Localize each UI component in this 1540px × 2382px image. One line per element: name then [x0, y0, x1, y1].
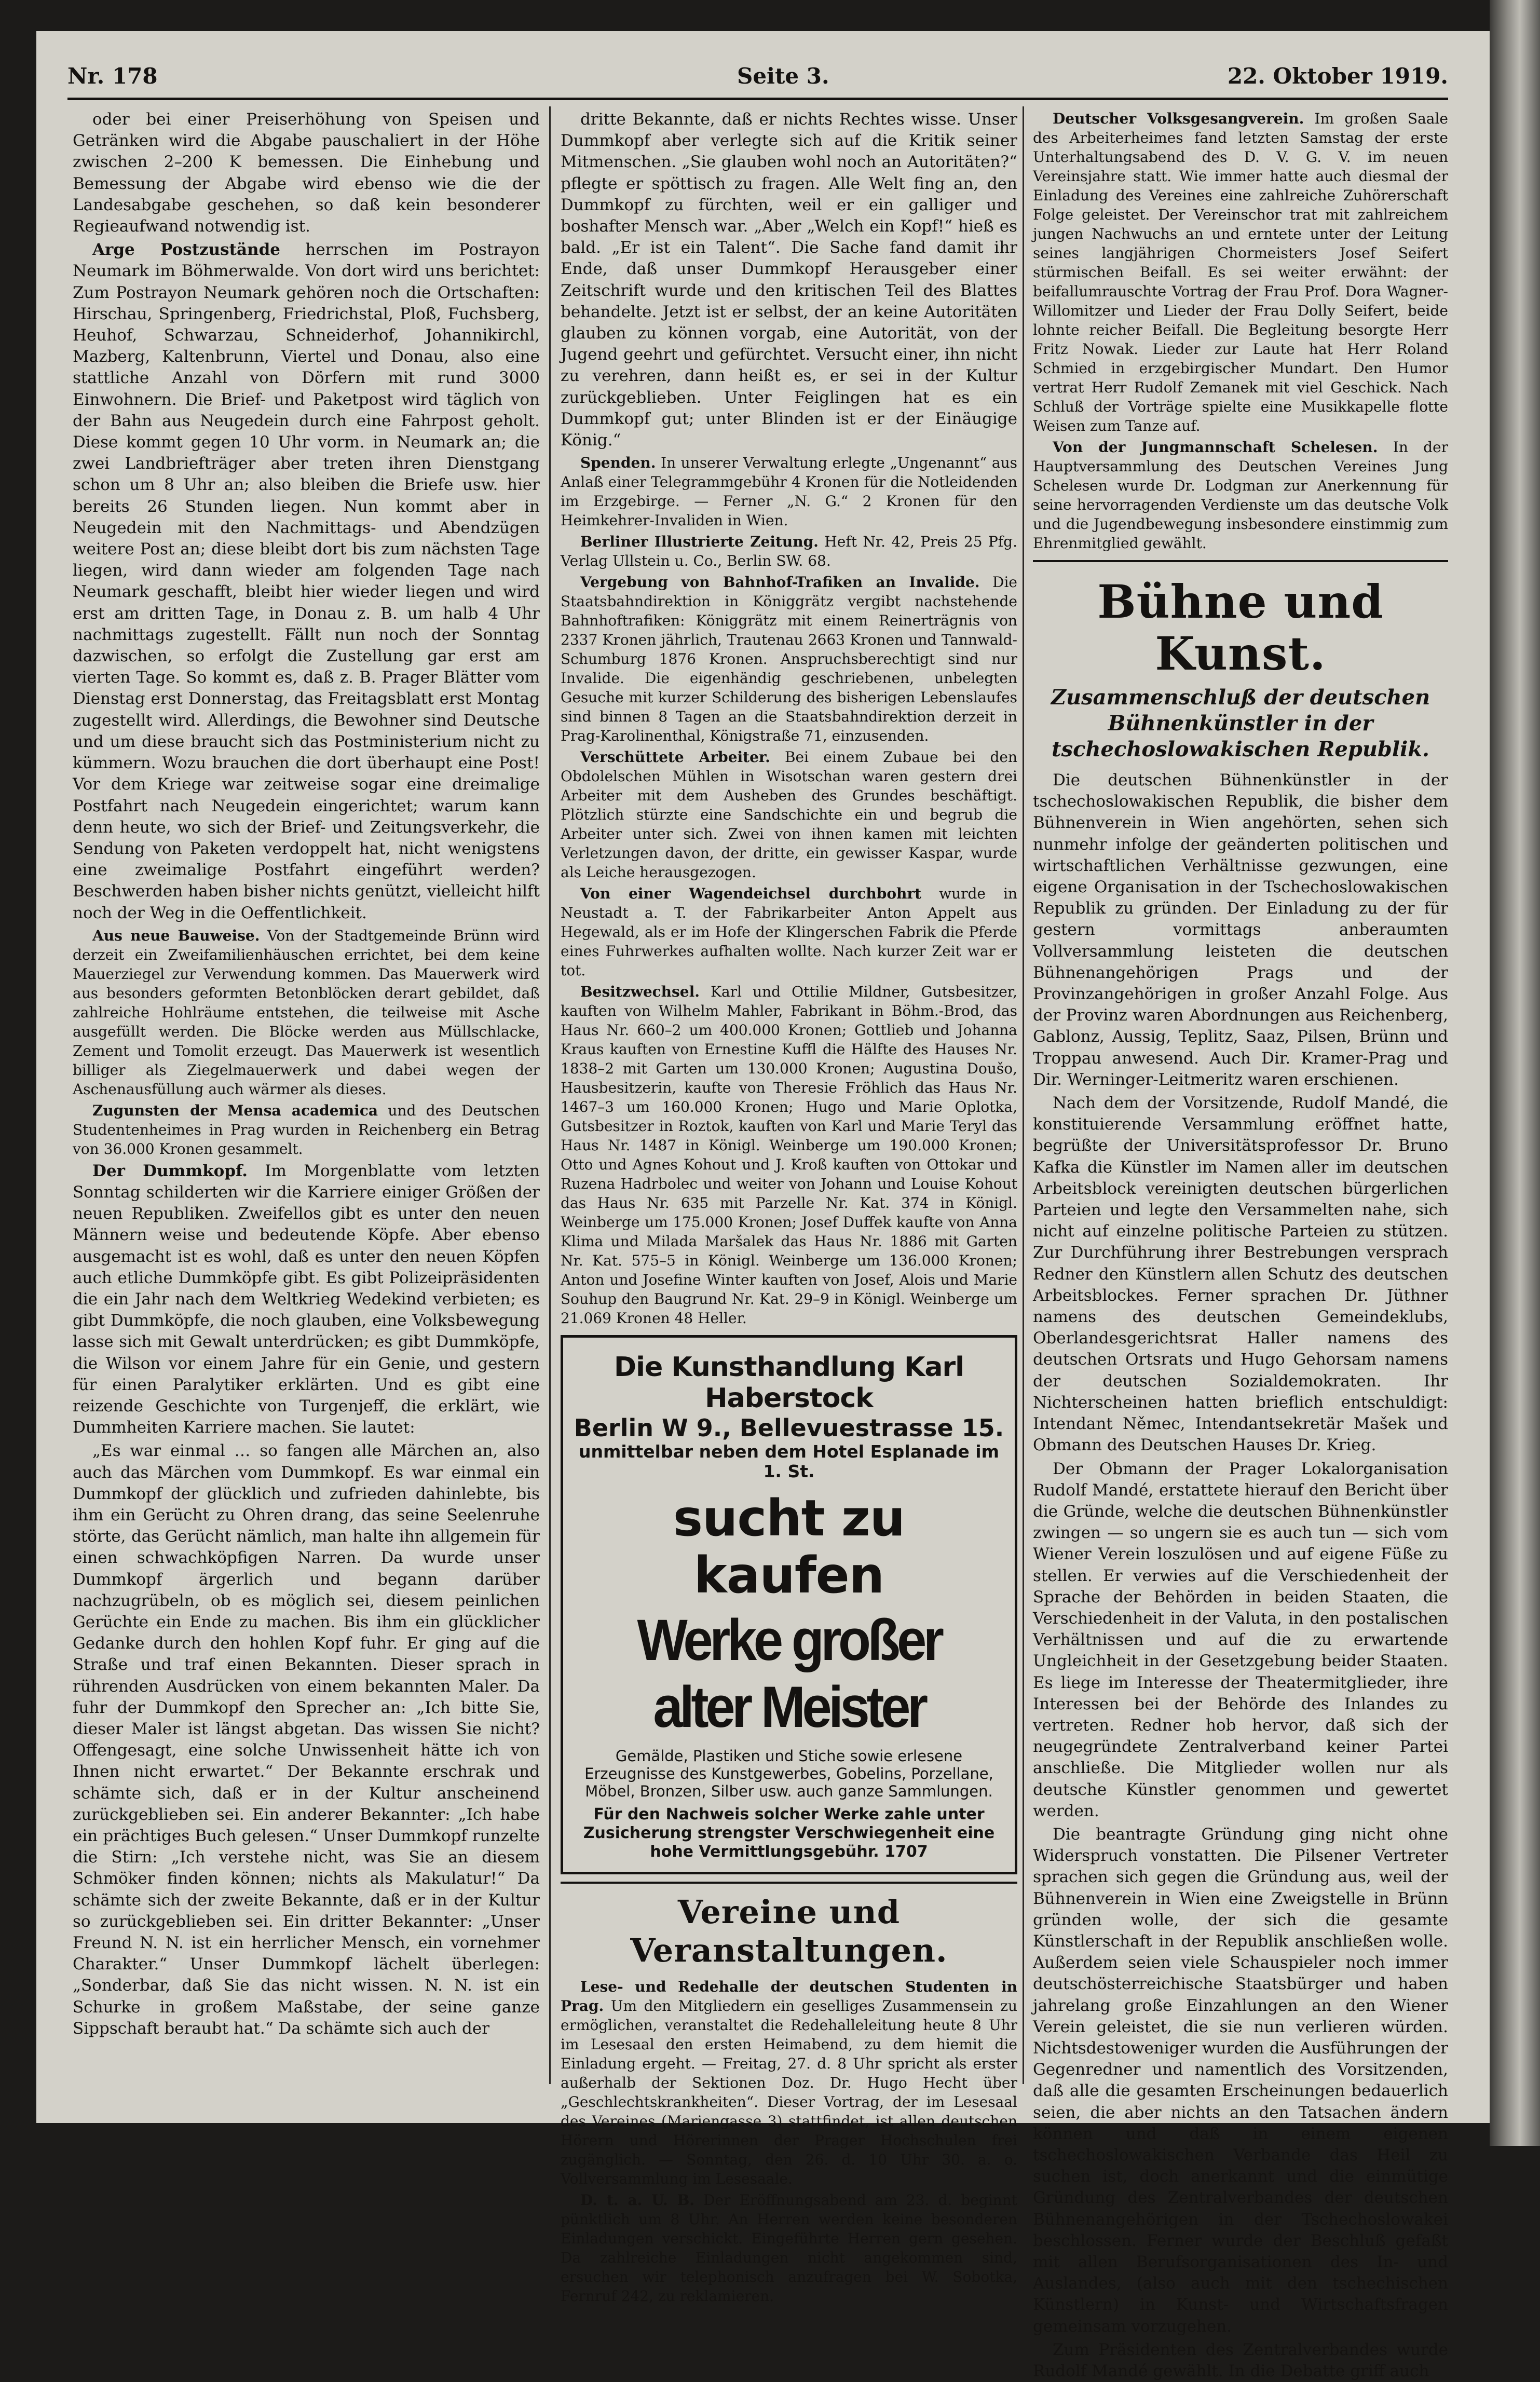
article-mensa: Zugunsten der Mensa academica und des Deutschen Studentenheimes in Prag wurden in Reichenberg ein Betrag von 36.000 Kronen gesammelt. — [73, 1101, 540, 1158]
article-paragraph: oder bei einer Preiserhöhung von Speisen und Getränken wird die Abgabe pauschaliert in der Höhe zwischen 2–200 K bemessen. Die Einhebung und Bemessung der Abgabe wird ebenso wie die der Landesabgabe geschehen, so daß kein besonderer Regieaufwand notwendig ist. — [73, 110, 540, 236]
article-heading: Berliner Illustrierte Zeitung. — [580, 533, 819, 551]
ad-code: 1707 — [884, 1842, 928, 1861]
article-spenden: Spenden. In unserer Verwaltung erlegte „Ungenannt“ aus Anlaß einer Telegrammgebühr 4 Kronen für die Notleidenden im Erzgebirge. — Ferner „N. G.“ 2 Kronen für den Heimkehrer-Invaliden in Wien. — [561, 454, 1018, 529]
article-heading: Spenden. — [580, 454, 656, 472]
article-postzustaende: Arge Postzustände herrschen im Postrayon Neumark im Böhmerwalde. Von dort wird uns berichtet: Zum Postrayon Neumark gehören noch die Ortschaften: Hirschau, Springenberg, Friedrichstal, Ploß, Fuchsberg, Heuhof, Schwarzau, Schneiderhof, Johannikirchl, Mazberg, Kaltenbrunn, Viertel und Donau, also eine stattliche Anzahl von Dörfern mit rund 3000 Einwohnern. Die Brief- und Paketpost wird täglich von der Bahn aus Neugedein durch eine Fahrpost geholt. Diese kommt gegen 10 Uhr vorm. in Neumark an; die zwei Landbriefträger aber treten ihren Dienstgang schon um 8 Uhr an; also bleiben die Briefe usw. hier bereits 26 Stunden liegen. Nun kommt aber in Neugedein mit den Nachmittags- und Abendzügen weitere Post an; diese bleibt dort bis zum nächsten Tage liegen, wird dann wieder am folgenden Tage nach Neumark geschafft, bleibt hier wieder liegen und wird erst am dritten Tage, in Donau z. B. um halb 4 Uhr nachmittags zugestellt. Fällt nun noch der Sonntag dazwischen, so erfolgt die Zustellung gar erst am vierten Tage. So kommt es, daß z. B. Prager Blätter vom Dienstag erst Donnerstag, das Freitagsblatt erst Montag zugestellt wird. Allerdings, die Bewohner sind Deutsche und um diese braucht sich das Postministerium nicht zu kümmern. Wozu brauchen die dort überhaupt eine Post! Vor dem Kriege war zeitweise sogar eine dreimalige Postfahrt nach Neugedein eingerichtet; warum kann denn heute, wo sich der Brief- und Zeitungsverkehr, die Sendung von Paketen verdoppelt hat, nicht wenigstens eine zweimalige Postfahrt eingeführt werden? Beschwerden haben bisher nichts genützt, vielleicht hilft noch der Weg in die Oeffentlichkeit. — [73, 240, 540, 922]
section-rule — [1033, 560, 1448, 562]
article-heading: D. t. a. U. B. — [580, 2191, 695, 2209]
article-heading: Besitzwechsel. — [580, 983, 700, 1001]
article-berliner-illustrierte: Berliner Illustrierte Zeitung. Heft Nr. 42, Preis 25 Pfg. Verlag Ullstein u. Co., Berlin SW. 68. — [561, 533, 1017, 570]
article-heading: Der Dummkopf. — [92, 1161, 248, 1180]
article-paragraph: Der Obmann der Prager Lokalorganisation Rudolf Mandé, erstattete hierauf den Bericht über die Gründe, welche die deutschen Bühnenkünstler zwingen — so ungern sie es auch tun — sich vom Wiener Verein loszulösen und auf eigene Füße zu stellen. Er verwies auf die Verschiedenheit der Sprache der Behörden in beiden Staaten, die Verschiedenheit in der Valuta, in den postalischen Verhältnissen und auf die zu erwartende Ungleichheit in der Gesetzgebung beider Staaten. Es liege im Interesse der Theatermitglieder, ihre Interessen bei der Behörde des Inlandes zu vertreten. Redner hob hervor, daß sich der neugegründete Zentralverband keiner Partei anschließe. Die Mitglieder wollen nur als deutsche Künstler genommen und gewertet werden. — [1033, 1459, 1448, 1820]
header-rule — [67, 98, 1448, 100]
article-heading: Arge Postzustände — [92, 240, 280, 260]
article-heading: Verschüttete Arbeiter. — [580, 748, 770, 766]
article-dtaub: D. t. a. U. B. Der Eröffnungsabend am 23. d. beginnt pünktlich um 8 Uhr. An Herren werden keine besonderen Einladungen verschickt. Eingeführte Herren gern gesehen. Da zahlreiche Einladungen nicht angekommen sind, ersuchen wir telephonisch anzufragen bei W. Sobotka, Fernruf 242, zu reklamieren. — [561, 2191, 1018, 2305]
column-rule-2 — [1023, 106, 1024, 2084]
article-heading: Von einer Wagendeichsel durchbohrt — [580, 885, 922, 903]
book-gutter — [1490, 0, 1540, 2146]
article-heading: Deutscher Volksgesangverein. — [1053, 110, 1304, 127]
issue-number: Nr. 178 — [67, 63, 158, 89]
ad-location: unmittelbar neben dem Hotel Esplanade im 1. St. — [579, 1441, 999, 1481]
section-heading-vereine: Vereine und Veranstaltungen. — [630, 1893, 948, 1969]
article-besitzwechsel: Besitzwechsel. Karl und Ottilie Mildner, Gutsbesitzer, kauften von Wilhelm Mahler, Fabrikant in Böhm.-Brod, das Haus Nr. 660–2 um 400.000 Kronen; Gottlieb und Johanna Kraus kauften von Ernestine Kuffl die Hälfte des Hauses Nr. 1838–2 mit Garten um 130.000 Kronen; Augustina Doušo, Hausbesitzerin, kaufte von Theresie Fröhlich das Haus Nr. 1467–3 um 160.000 Kronen; Hugo und Marie Oplotka, Gutsbesitzer in Roztok, kauften von Karl und Marie Teryl das Haus Nr. 1487 in Königl. Weinberge um 190.000 Kronen; Otto und Agnes Kohout und J. Kroß kauften von Ottokar und Ruzena Hadrbolec und weiter von Johann und Louise Kohout das Haus Nr. 635 mit Parzelle Nr. Kat. 374 in Königl. Weinberge um 175.000 Kronen; Josef Duffek kaufte von Anna Klima und Milada Maršalek das Haus Nr. 1886 mit Garten Nr. Kat. 575–5 in Königl. Weinberge um 136.000 Kronen; Anton und Josefine Winter kauften von Josef, Alois und Marie Souhup den Baugrund Nr. Kat. 29–9 in Königl. Weinberge um 21.069 Kronen 48 Heller. — [561, 983, 1017, 1327]
article-paragraph: Die deutschen Bühnenkünstler in der tschechoslowakischen Republik, die bisher dem Bühnenverein in Wien angehörten, sehen sich nunmehr infolge der geänderten politischen und wirtschaftlichen Verhältnisse gezwungen, eine eigene Organisation in der Tschechoslowakischen Republik zu gründen. Der Einladung zu der für gestern vormittags anberaumten Vollversammlung leisteten die deutschen Bühnenangehörigen Prags und der Provinzangehörigen in großer Anzahl Folge. Aus der Provinz waren Abordnungen aus Reichenberg, Gablonz, Aussig, Teplitz, Saaz, Pilsen, Brünn und Troppau anwesend. Auch Dir. Kramer-Prag und Dir. Werninger-Leitmeritz waren erschienen. — [1033, 771, 1448, 1089]
article-paragraph: „Es war einmal … so fangen alle Märchen an, also auch das Märchen vom Dummkopf. Es war einmal ein Dummkopf der glücklich und zufrieden dahinlebte, bis ihm ein Gerücht zu Ohren drang, das seine Seelenruhe störte, das Gerücht nämlich, man halte ihn allgemein für einen schwachköpfigen Narren. Da wurde unser Dummkopf ärgerlich und begann darüber nachzugrübeln, ob es möglich sei, diesem peinlichen Gerüchte ein Ende zu machen. Bis ihm ein glücklicher Gedanke durch den hohlen Kopf fuhr. Er ging auf die Straße und traf einen Bekannten. Dieser sprach in rührenden Ausdrücken von einem bekannten Maler. Da fuhr der Dummkopf den Sprecher an: „Ich bitte Sie, dieser Maler ist längst abgetan. Das wissen Sie nicht? Offengesagt, eine solche Unwissenheit hätte ich von Ihnen nicht erwartet.“ Der Bekannte erschrak und schämte sich, daß er in der Kultur anscheinend zurückgeblieben sei. Ein anderer Bekannter: „Ich habe ein prächtiges Buch gelesen.“ Unser Dummkopf runzelte die Stirn: „Ich verstehe nicht, was Sie an diesem Schmöker finden können; nichts als Makulatur!“ Da schämte sich der zweite Bekannte, daß er in der Kultur so zurückgeblieben sei. Ein dritter Bekannter: „Unser Freund N. N. ist ein herrlicher Mensch, ein vornehmer Charakter.“ Unser Dummkopf lächelt überlegen: „Sonderbar, daß Sie das nicht wissen. N. N. ist ein Schurke in großem Maßstabe, der seine ganze Sippschaft beraubt hat.“ Da schämte sich auch der — [73, 1441, 540, 2038]
article-volksgesangverein: Deutscher Volksgesangverein. Im großen Saale des Arbeiterheimes fand letzten Samstag der erste Unterhaltungsabend des D. V. G. V. im neuen Vereinsjahre statt. Wie immer hatte auch diesmal der Einladung des Vereines eine zahlreiche Zuhörerschaft Folge geleistet. Der Vereinschor trat mit zahlreichem jungen Nachwuchs an und erntete unter der Leitung seines langjährigen Chormeisters Josef Seifert stürmischen Beifall. Es sei weiter erwähnt: der beifallumrauschte Vortrag der Frau Prof. Dora Wagner-Willomitzer und Lieder der Frau Dolly Seifert, beide lohnte reicher Beifall. Die Begleitung besorgte Herr Fritz Nowak. Lieder zur Laute hat Herr Roland Schmied in erzgebirgischer Mundart. Den Humor vertrat Herr Rudolf Zemanek mit viel Geschick. Nach Schluß der Vorträge spielte eine Musikkapelle flotte Weisen zum Tanze auf. — [1033, 110, 1448, 434]
article-bahnhof-trafiken: Vergebung von Bahnhof-Trafiken an Invalide. Die Staatsbahndirektion in Königgrätz vergibt nachstehende Bahnhoftrafiken: Königgrätz mit einem Reinerträgnis von 2337 Kronen jährlich, Trautenau 2663 Kronen und Tannwald-Schumburg 1876 Kronen. Anspruchsberechtigt sind nur Invalide. Die eigenhändig geschriebenen, unbelegten Gesuche mit kurzer Schilderung des bisherigen Lebenslaufes sind binnen 8 Tagen an die Staatsbahndirektion derzeit in Prag-Karolinenthal, Königstraße 71, einzusenden. — [561, 574, 1017, 745]
column-2 — [561, 109, 1018, 2305]
section-rule — [561, 1882, 1017, 1884]
article-bauweise: Aus neue Bauweise. Von der Stadtgemeinde Brünn wird derzeit ein Zweifamilienhäuschen errichtet, bei dem keine Mauerziegel zur Verwendung kommen. Das Mauerwerk wird aus besonders geformten Betonblöcken derart gebildet, daß zahlreiche Hohlräume entstehen, die teilweise mit Asche ausgefüllt werden. Die Blöcke werden aus Müllschlacke, Zement und Tomolit erzeugt. Das Mauerwerk ist wesentlich billiger als Ziegelmauerwerk und dabei wegen der Aschenausfüllung auch wärmer als dieses. — [73, 927, 540, 1098]
advertisement-haberstock — [561, 1335, 1017, 1874]
ad-footer: Für den Nachweis solcher Werke zahle unter Zusicherung strengster Verschwiegenheit eine hohe Vermittlungsgebühr. 1707 — [583, 1805, 995, 1861]
article-paragraph: Zum Präsidenten des Zentralverbandes wurde Rudolf Mandé gewählt. In die Debatte griff auch — [1033, 2340, 1448, 2381]
ad-company: Die Kunsthandlung Karl Haberstock — [614, 1352, 964, 1414]
article-heading: Lese- und Redehalle der deutschen Studenten in Prag. — [561, 1978, 1017, 2015]
article-paragraph: Die beantragte Gründung ging nicht ohne Widerspruch vonstatten. Die Pilsener Vertreter sprachen sich gegen die Gründung aus, weil der Bühnenverein in Wien eine Zweigstelle in Brünn gründen wolle, der sich die gesamte Künstlerschaft in der Republik anschließen wolle. Außerdem seien viele Schauspieler noch immer deutschösterreichische Staatsbürger und haben jahrelang große Einzahlungen an den Wiener Verein geleistet, die sie nun verlieren würden. Nichtsdestoweniger wurden die Ausführungen der Gegenredner und namentlich des Vorsitzenden, daß alle die gesamten Erscheinungen bedauerlich seien, die aber nichts an den Tatsachen ändern können und daß in einem eigenen tschechoslowakischen Verbande das Heil zu suchen ist, doch anerkannt und die einmütige Gründung des Zentralverbandes der deutschen Bühnenangehörigen in der Tschechoslowakei beschlossen. Ferner wurde der Beschluß gefaßt mit allen Berufsorganisationen des In- und Auslandes, (also auch mit den tschechischen Künstlern) in Kunst- und Wirtschaftsfragen gemeinsam vorzugehen. — [1033, 1825, 1448, 2336]
page-header — [67, 57, 1448, 93]
column-3 — [1033, 109, 1449, 2381]
ad-subheadline: Werke großer alter Meister — [637, 1608, 941, 1740]
article-heading: Vergebung von Bahnhof-Trafiken an Invalide. — [580, 574, 980, 591]
article-heading: Von der Jungmannschaft Schelesen. — [1053, 439, 1378, 456]
article-title-zusammenschluss: Zusammenschluß der deutschen Bühnenkünstler in der tschechoslowakischen Republik. — [1051, 685, 1430, 761]
article-heading: Aus neue Bauweise. — [92, 927, 260, 944]
column-rule-1 — [549, 106, 551, 2084]
article-jungmannschaft: Von der Jungmannschaft Schelesen. In der Hauptversammlung des Deutschen Vereines Jung Schelesen wurde Dr. Lodgman zur Anerkennung für seine hervorragenden Verdienste um das deutsche Volk und die Jugendbewegung insbesondere einstimmig zum Ehrenmitglied gewählt. — [1033, 439, 1449, 552]
article-wagendeichsel: Von einer Wagendeichsel durchbohrt wurde in Neustadt a. T. der Fabrikarbeiter Anton Appelt aus Hegewald, als er im Hofe der Klingerschen Fabrik die Pferde eines Fuhrwerkes aufhalten wollte. Nach kurzer Zeit war er tot. — [561, 885, 1017, 979]
page-number: Seite 3. — [737, 63, 829, 89]
column-1 — [73, 109, 540, 2081]
article-paragraph: dritte Bekannte, daß er nichts Rechtes wisse. Unser Dummkopf aber verlegte sich auf die Kritik seiner Mitmenschen. „Sie glauben wohl noch an Autoritäten?“ pflegte er spöttisch zu fragen. Alle Welt fing an, den Dummkopf zu fürchten, weil er ein galliger und boshafter Mensch war. „Aber „Welch ein Kopf!“ hieß es bald. „Er ist ein Talent“. Die Sache fand damit ihr Ende, daß unser Dummkopf Herausgeber einer Zeitschrift wurde und den kritischen Teil des Blattes behandelte. Jetzt ist er selbst, der an keine Autoritäten glauben zu können vorgab, eine Autorität, von der Jugend geehrt und gefürchtet. Versucht einer, ihn nicht zu verehren, dann heißt es, er sei in der Kultur zurückgeblieben. Unter Feiglingen hat es ein Dummkopf gut; unter Blinden ist er der Einäugige König.“ — [561, 110, 1017, 450]
article-paragraph: Nach dem der Vorsitzende, Rudolf Mandé, die konstituierende Versammlung eröffnet hatte, begrüßte der Universitätsprofessor Dr. Bruno Kafka die Künstler im Namen aller im deutschen Arbeitsblock vereinigten deutschen bürgerlichen Parteien und legte den Versammelten nahe, sich nicht auf einzelne politische Parteien zu stützen. Zur Durchführung ihrer Bestrebungen versprach Redner den Künstlern allen Schutz des deutschen Arbeitsblockes. Ferner sprachen Dr. Jüthner namens des deutschen Gemeindeklubs, Oberlandesgerichtsrat Haller namens des deutschen Ortsrats und Hugo Gehorsam namens der deutschen Sozialdemokraten. Ihr Nichterscheinen hatten brieflich entschuldigt: Intendant Němec, Intendantsekretär Mašek und Obmann des Deutschen Hauses Dr. Krieg. — [1033, 1094, 1448, 1455]
section-heading-buehne: Bühne und Kunst. — [1097, 575, 1384, 680]
article-verschuettete-arbeiter: Verschüttete Arbeiter. Bei einem Zubaue bei den Obdolelschen Mühlen in Wisotschan waren gestern drei Arbeiter mit dem Ausheben des Grundes beschäftigt. Plötzlich stürzte eine Sandschichte ein und begrub die Arbeiter unter sich. Zwei von ihnen kamen mit leichten Verletzungen davon, der dritte, ein gewisser Kaspar, wurde als Leiche herausgezogen. — [561, 748, 1017, 881]
article-dummkopf: Der Dummkopf. Im Morgenblatte vom letzten Sonntag schilderten wir die Karriere einiger Größen der neuen Republiken. Zweifellos gibt es unter den neuen Männern weise und bedeutende Köpfe. Aber ebenso ausgemacht ist es wohl, daß es unter den neuen Köpfen auch etliche Dummköpfe gibt. Es gibt Polizeipräsidenten die ein Jahr nach dem Weltkrieg Wedekind verbieten; es gibt Dummköpfe, die noch glauben, eine Volksbewegung lasse sich mit Gewalt unterdrücken; es gibt Dummköpfe, die Wilson vor einem Jahre für ein Genie, und gestern für einen Paralytiker erklärten. Und es gibt eine reizende Geschichte von Turgenjeff, die erklärt, wie Dummheiten Karriere machen. Sie lautet: — [73, 1161, 540, 1437]
article-heading: Zugunsten der Mensa academica — [92, 1101, 378, 1119]
ad-headline: sucht zu kaufen — [673, 1489, 905, 1604]
ad-description: Gemälde, Plastiken und Stiche sowie erlesene Erzeugnisse des Kunstgewerbes, Gobelins, Porzellane, Möbel, Bronzen, Silber usw. auch ganze Sammlungen. — [584, 1747, 993, 1800]
article-redehalle: Lese- und Redehalle der deutschen Studenten in Prag. Um den Mitgliedern ein geselliges Zusammensein zu ermöglichen, veranstaltet die Redehalleleitung heute 8 Uhr im Lesesaal den ersten Heimabend, zu dem hiemit die Einladung ergeht. — Freitag, 27. d. 8 Uhr spricht als erster außerhalb der Sektionen Doz. Dr. Hugo Hecht über „Geschlechtskrankheiten“. Dieser Vortrag, der im Lesesaal des Vereines (Mariengasse 3) stattfindet, ist allen deutschen Hörern und Hörerinnen der Prager Hochschulen frei zugänglich. — Sonntag, den 26. d. 10 Uhr 30. a. o. Vollversammlung im Lesesaale. — [561, 1978, 1017, 2187]
ad-address: Berlin W 9., Bellevuestrasse 15. — [574, 1413, 1004, 1442]
issue-date: 22. Oktober 1919. — [1227, 63, 1448, 89]
